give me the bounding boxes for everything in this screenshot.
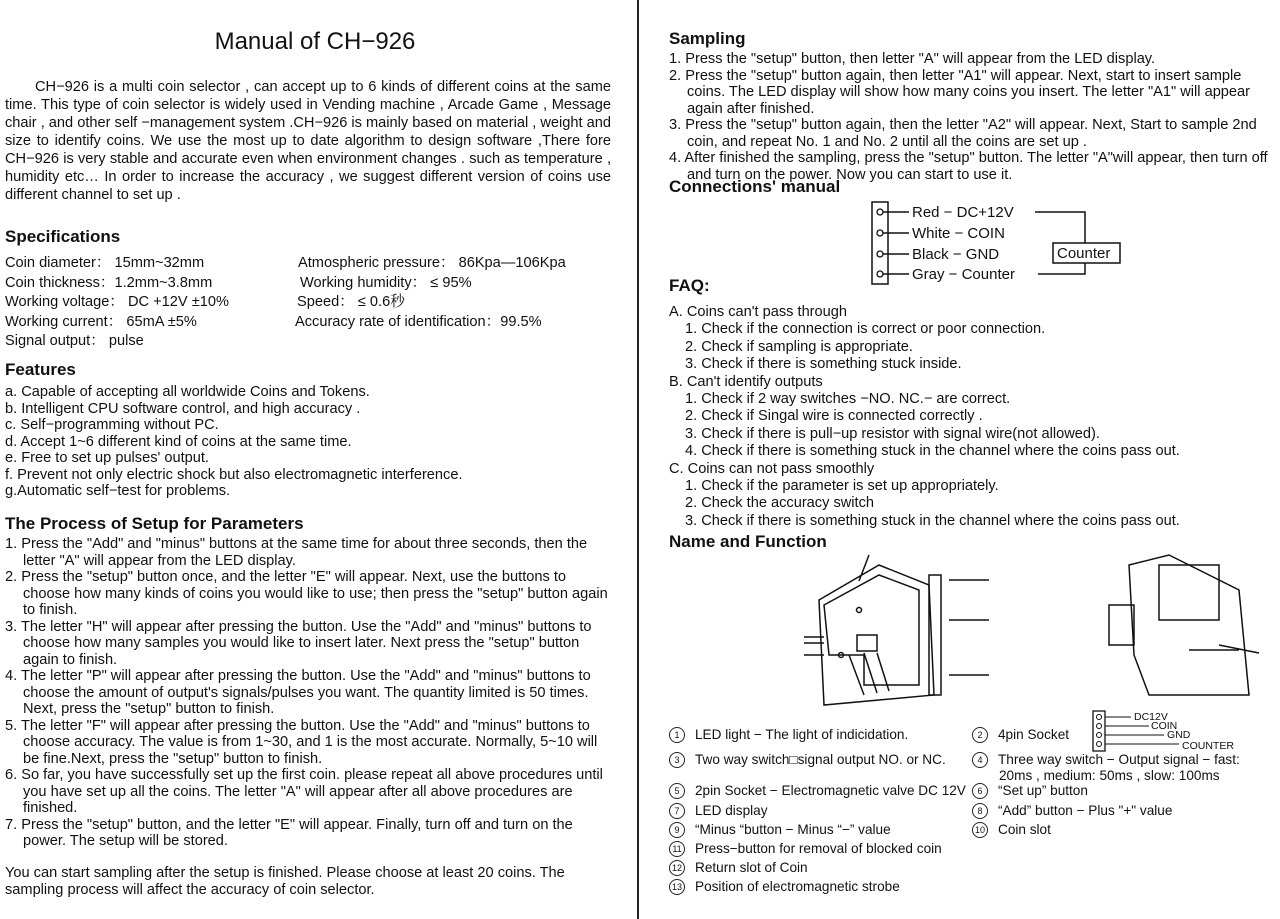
connections-heading: Connections' manual (669, 177, 841, 196)
setup-steps (5, 536, 611, 850)
legend-item: 11 Press−button for removal of blocked coin (669, 841, 942, 857)
wire-label: Gray − Counter (912, 266, 1015, 283)
setup-step: 6. So far, you have successfully set up the first coin. please repeat all above procedures until you have set up all the coins. The letter "A" will appear after all above procedures are finished. (5, 767, 603, 816)
device-panel (824, 575, 919, 685)
legend-number: 5 (669, 783, 685, 799)
legend-item: 12 Return slot of Coin (669, 860, 808, 876)
pin (1097, 715, 1102, 720)
legend-number: 2 (972, 727, 988, 743)
socket-diagram (1089, 709, 1269, 755)
legend-item-continued: 20ms , medium: 50ms , slow: 100ms (999, 768, 1220, 783)
sampling-heading: Sampling (669, 29, 746, 48)
wire-label: Red − DC+12V (912, 204, 1014, 221)
leader-line (864, 653, 877, 693)
legend-number: 6 (972, 783, 988, 799)
device-housing (1159, 565, 1219, 620)
legend-number: 12 (669, 860, 685, 876)
feature-item: b. Intelligent CPU software control, and high accuracy . (5, 400, 361, 417)
faq-section-title: A. Coins can't pass through (669, 304, 848, 320)
spec-item: Accuracy rate of identification：99.5% (295, 314, 542, 330)
setup-button-dot (857, 608, 862, 613)
legend-item: 1 LED light − The light of indicidation. (669, 727, 908, 743)
specifications-heading: Specifications (5, 227, 121, 246)
pin (1097, 742, 1102, 747)
legend-item: 9 “Minus “button − Minus “−” value (669, 822, 891, 838)
page-title: Manual of CH−926 (214, 28, 416, 55)
spec-item: Signal output： pulse (5, 333, 144, 349)
socket-label: COUNTER (1182, 740, 1234, 752)
leader-line (849, 655, 864, 695)
legend-item: 8 “Add” button − Plus "+" value (972, 803, 1172, 819)
counter-label: Counter (1057, 245, 1111, 262)
legend-item: 10 Coin slot (972, 822, 1051, 838)
leader-line (859, 555, 869, 581)
faq-section-title: B. Can't identify outputs (669, 373, 823, 390)
legend-number: 8 (972, 803, 988, 819)
faq-item: 4. Check if there is something stuck in the channel where the coins pass out. (685, 443, 1180, 460)
faq-item: 2. Check the accuracy switch (685, 495, 874, 512)
faq-item: 1. Check if the connection is correct or poor connection. (685, 321, 1046, 338)
faq-section-title: C. Coins can not pass smoothly (669, 460, 875, 477)
pin (1097, 733, 1102, 738)
spec-item: Atmospheric pressure： 86Kpa—106Kpa (298, 255, 566, 271)
connector-housing (872, 202, 888, 284)
legend-item: 7 LED display (669, 803, 768, 819)
pin (877, 209, 883, 215)
spec-item: Working voltage： DC +12V ±10% (5, 294, 229, 310)
faq-item: 3. Check if there is something stuck inside. (685, 356, 962, 373)
setup-step: 7. Press the "setup" button, and the letter "E" will appear. Finally, turn off and turn on the power. The setup will be stored. (5, 816, 573, 849)
wire (1038, 263, 1085, 274)
faq-item: 2. Check if Singal wire is connected correctly . (685, 408, 983, 425)
legend-number: 3 (669, 752, 685, 768)
device-body-rear (1129, 555, 1249, 695)
pin (1097, 724, 1102, 729)
name-function-heading: Name and Function (669, 532, 827, 551)
wire-label: White − COIN (912, 225, 1005, 242)
legend-number: 13 (669, 879, 685, 895)
wire-label: Black − GND (912, 246, 1000, 263)
feature-item: g.Automatic self−test for problems. (5, 483, 231, 499)
sampling-step: 1. Press the "setup" button, then letter "A" will appear from the LED display. (669, 51, 1156, 67)
legend-item: 4 Three way switch − Output signal − fast: (972, 752, 1240, 768)
feature-item: f. Prevent not only electric shock but also electromagnetic interference. (5, 466, 463, 483)
socket-label: COIN (1151, 720, 1178, 732)
legend-item: 13 Position of electromagnetic strobe (669, 879, 900, 895)
column-divider (637, 0, 639, 919)
spec-item: Speed： ≤ 0.6秒 (297, 294, 405, 310)
faq-item: 2. Check if sampling is appropriate. (685, 338, 913, 355)
pin (877, 230, 883, 236)
setup-step: 5. The letter "F" will appear after pressing the button. Use the "Add" and "minus" buttons to choose accuracy. The value is from 1~30, and 1 is the most accurate. Normally, 5~10 will be fine.Next, press the "setup" button to finish. (5, 717, 598, 767)
intro-paragraph: CH−926 is a multi coin selector , can accept up to 6 kinds of different coins at the same time. This type of coin selector is widely used in Vending machine , Arcade Game , Message chair , and other self −management system .CH−926 is mainly based on material , weight and size to identify coins. We use the most up to date algorithm to design software ,There fore CH−926 is very stable and accurate even when environment changes . such as temperature , humidity etc… In order to increase the accuracy , we suggest different version of coins use different channel to set up . (5, 79, 611, 203)
spec-item: Coin thickness：1.2mm~3.8mm (5, 275, 213, 291)
socket-label: GND (1167, 729, 1191, 741)
spec-item: Coin diameter： 15mm~32mm (5, 255, 205, 271)
legend-number: 11 (669, 841, 685, 857)
legend-number: 1 (669, 727, 685, 743)
spec-item: Working humidity： ≤ 95% (300, 275, 472, 291)
faq-item: 1. Check if the parameter is set up appropriately. (685, 478, 999, 495)
sampling-step: 4. After finished the sampling, press the "setup" button. The letter "A"will appear, then turn off and turn on the power. Now you can start to use it. (669, 150, 1268, 183)
wire (1035, 212, 1085, 243)
socket-label: DC12V (1134, 711, 1168, 723)
legend-item: 6 “Set up” button (972, 783, 1088, 799)
setup-note: You can start sampling after the setup is finished. Please choose at least 20 coins. The sampling process will affect the accuracy of coin selector. (5, 865, 565, 898)
feature-item: c. Self−programming without PC. (5, 417, 219, 433)
faq-item: 3. Check if there is something stuck in the channel where the coins pass out. (685, 512, 1180, 529)
socket-housing (1093, 711, 1105, 751)
legend-item: 5 2pin Socket − Electromagnetic valve DC 12V (669, 783, 966, 799)
legend-item: 3 Two way switch□signal output NO. or NC. (669, 752, 946, 768)
setup-step: 3. The letter "H" will appear after pressing the button. Use the "Add" and "minus" buttons to choose how many samples you would like to insert later. Next press the "setup" button again to finish. (5, 618, 592, 668)
faq-item: 3. Check if there is pull−up resistor with signal wire(not allowed). (685, 425, 1100, 442)
led-display (857, 635, 877, 651)
sampling-step: 3. Press the "setup" button again, then the letter "A2" will appear. Next, Start to sample 2nd coin, and repeat No. 1 and No. 2 until all the coins are set up . (669, 117, 1257, 150)
sampling-step: 2. Press the "setup" button again, then letter "A1" will appear. Next, start to insert sample coins. The LED display will show how many coins you insert. The letter "A1" will appear again after finished. (669, 67, 1251, 117)
feature-item: e. Free to set up pulses' output. (5, 450, 209, 466)
pin (877, 251, 883, 257)
sampling-steps (669, 51, 1272, 183)
setup-step: 2. Press the "setup" button once, and the letter "E" will appear. Next, use the buttons to choose how many kinds of coins you would like to use; then press the "setup" button again to finish. (5, 569, 608, 618)
setup-step: 1. Press the "Add" and "minus" buttons at the same time for about three seconds, then the letter "A" will appear from the LED display. (5, 536, 588, 569)
setup-heading: The Process of Setup for Parameters (5, 514, 304, 533)
faq-item: 1. Check if 2 way switches −NO. NC.− are correct. (685, 391, 1011, 408)
faq-list (669, 304, 1272, 530)
pin (877, 271, 883, 277)
features-list (5, 384, 611, 500)
setup-step: 4. The letter "P" will appear after pressing the button. Use the "Add" and "minus" buttons to choose the amount of output's signals/pulses you want. The quantity limited is 50 times. Next, press the "setup" button to finish. (5, 668, 591, 717)
features-heading: Features (5, 360, 76, 379)
legend-number: 9 (669, 822, 685, 838)
feature-item: a. Capable of accepting all worldwide Coins and Tokens. (5, 384, 370, 400)
legend-number: 10 (972, 822, 988, 838)
legend-number: 4 (972, 752, 988, 768)
spec-item: Working current： 65mA ±5% (5, 314, 197, 330)
faq-heading: FAQ: (669, 276, 710, 295)
leader-line (1219, 645, 1259, 653)
device-side-plate (1109, 605, 1134, 645)
connections-diagram (869, 198, 1129, 288)
legend-number: 7 (669, 803, 685, 819)
legend-item: 2 4pin Socket (972, 727, 1069, 743)
coin-selector-diagram (769, 545, 1279, 715)
feature-item: d. Accept 1~6 different kind of coins at the same time. (5, 433, 352, 450)
